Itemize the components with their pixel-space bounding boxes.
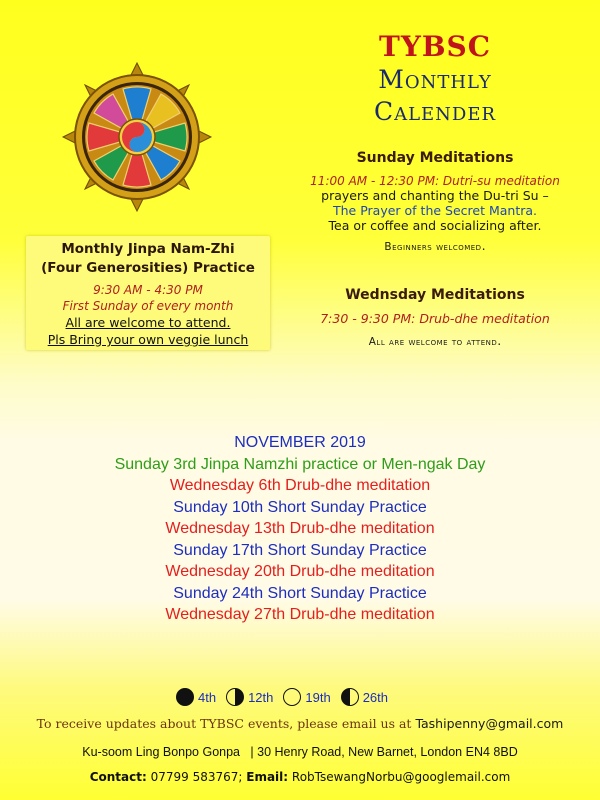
moon-phases [176,688,398,706]
wednesday-heading: Wednsday Meditations [345,287,525,303]
moon-phase-first-quarter [226,688,273,706]
wednesday-note [300,330,570,349]
contact-label: Contact: [89,770,147,784]
title-block [330,30,540,128]
schedule-item: Wednesday 13th Drub-dhe meditation [165,520,435,537]
subtitle-monthly: Monthly [378,65,492,94]
monthly-schedule [0,432,600,626]
sunday-heading: Sunday Meditations [356,150,514,166]
moon-phase-last-quarter [341,688,388,706]
moon-phase-full [176,688,216,706]
moon-phase-label: 12th [248,689,274,705]
moon-phase-label: 4th [198,689,217,705]
jinpa-time: 9:30 AM - 4:30 PM [93,283,203,297]
updates-line [0,716,600,731]
sunday-beginners-period: . [481,238,486,253]
jinpa-when: First Sunday of every month [62,299,234,313]
schedule-item: Wednesday 27th Drub-dhe meditation [165,606,435,623]
moon-phase-label: 26th [362,689,389,705]
sunday-time: 11:00 AM - 12:30 PM: Dutri-su meditation [310,174,560,188]
sunday-line-3: The Prayer of the Secret Mantra. [332,203,538,218]
subtitle-calender: Calender [373,97,497,126]
updates-email-link[interactable]: Tashipenny@gmail.com [415,716,564,731]
schedule-item: Wednesday 20th Drub-dhe meditation [165,563,435,580]
schedule-month: NOVEMBER 2019 [234,434,366,451]
schedule-item: Sunday 24th Short Sunday Practice [173,584,427,602]
sunday-beginners: Beginners welcomed [384,241,482,253]
wednesday-welcome: All are welcome to attend [368,336,498,348]
new-moon-icon [283,688,301,706]
jinpa-welcome: All are welcome to attend. [65,315,231,330]
page-title: TYBSC [379,30,491,63]
sunday-line-5 [290,235,580,254]
first-quarter-moon-icon [226,688,244,706]
schedule-item: Sunday 10th Short Sunday Practice [173,498,427,516]
schedule-item: Sunday 3rd Jinpa Namzhi practice or Men-ngak Day [114,455,486,473]
jinpa-title-line-1: Monthly Jinpa Nam-Zhi [61,241,235,257]
full-moon-icon [176,688,194,706]
updates-text: To receive updates about TYBSC events, please email us at [36,716,416,731]
address-line: Ku-soom Ling Bonpo Gonpa | 30 Henry Road, New Barnet, London EN4 8BD [82,745,518,759]
jinpa-lunch: Pls Bring your own veggie lunch [47,332,249,347]
moon-phase-new [283,688,330,706]
wednesday-time: 7:30 - 9:30 PM: Drub-dhe meditation [320,311,550,326]
schedule-list [0,454,600,626]
contact-phone: 07799 583767; [146,770,247,784]
schedule-item: Wednesday 6th Drub-dhe meditation [169,477,431,494]
schedule-item: Sunday 17th Short Sunday Practice [173,541,427,559]
dharma-wheel-logo [62,62,212,212]
contact-line [0,770,600,784]
last-quarter-moon-icon [341,688,359,706]
sunday-line-4: Tea or coffee and socializing after. [328,218,542,233]
wednesday-welcome-period: . [497,333,502,348]
contact-email-link[interactable]: RobTsewangNorbu@googlemail.com [288,770,511,784]
sunday-line-2: prayers and chanting the Du-tri Su – [321,188,549,203]
jinpa-title-line-2: (Four Generosities) Practice [41,260,255,276]
email-label: Email: [246,770,289,784]
sunday-meditations-section [290,150,580,254]
moon-phase-label: 19th [305,689,331,705]
wednesday-meditations-section [300,287,570,349]
jinpa-practice-box [26,236,270,350]
